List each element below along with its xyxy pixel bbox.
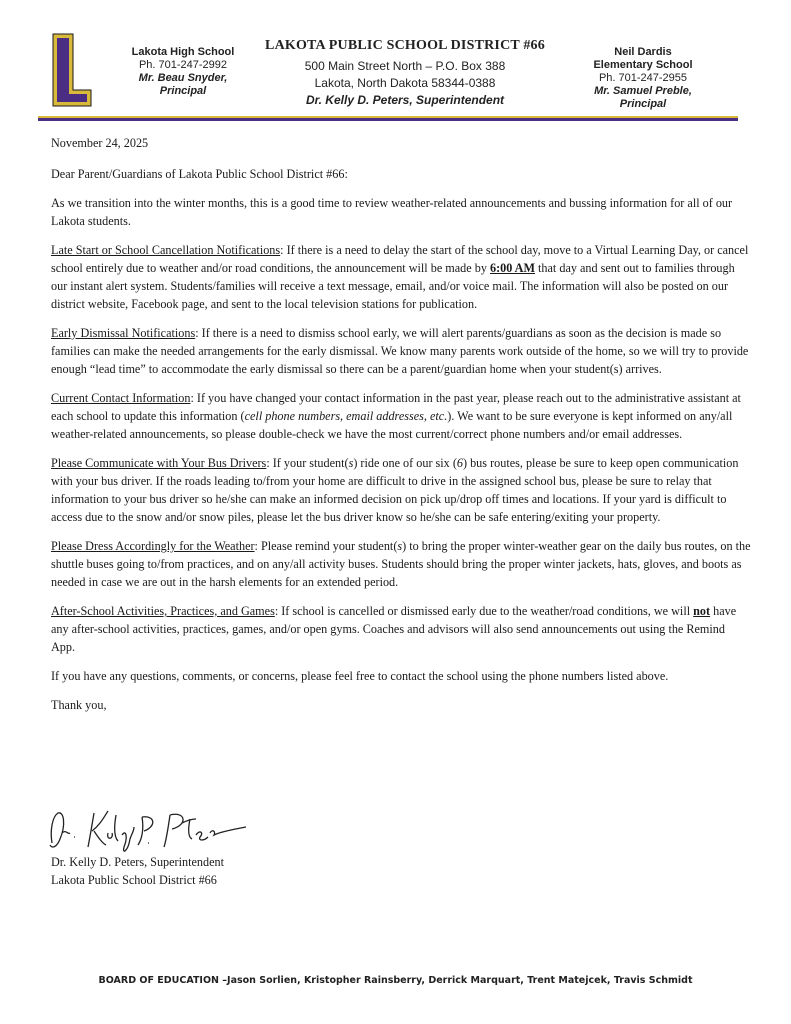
header-rule-purple <box>38 118 738 121</box>
elementary-name-line2: Elementary School <box>593 59 693 71</box>
elementary-name-line1: Neil Dardis <box>614 46 672 58</box>
bus-drivers-paragraph: Please Communicate with Your Bus Drivers: If your student(s) ride one of our six (6) bus routes, please be sure to keep open communication with your bus driver. If the roads leading to/from your home are difficult to drive in the assigned school bus, please be sure to relay that information to your bus driver so he/she can make an informed decision on pick up/drop off times and locations. If your yard is difficult to access due to the snow and/or snow piles, please let the bus driver know so he/she can be safe entering/exiting your property. <box>51 456 739 524</box>
late-start-heading: Late Start or School Cancellation Notifications <box>51 243 281 257</box>
elementary-school-info <box>583 46 703 111</box>
elementary-principal-title: Principal <box>619 98 667 110</box>
letter-body <box>51 134 751 725</box>
elementary-phone: Ph. 701-247-2955 <box>598 72 688 84</box>
bus-drivers-heading: Please Communicate with Your Bus Drivers <box>51 456 267 470</box>
district-info <box>250 38 560 109</box>
activities-heading: After-School Activities, Practices, and Games <box>51 604 275 618</box>
district-superintendent: Dr. Kelly D. Peters, Superintendent <box>305 93 505 107</box>
signature <box>46 803 256 859</box>
high-school-principal: Mr. Beau Snyder, <box>138 72 228 84</box>
district-street: 500 Main Street North – P.O. Box 388 <box>304 59 506 73</box>
contact-info-paragraph: Current Contact Information: If you have changed your contact information in the past year, please reach out to the administrative assistant at each school to update this information (cell phone numbers, email addresses, etc.). We want to be sure everyone is kept informed on any/all weather-related announcements, so please double-check we have the most current/correct phone numbers and/or email addresses. <box>51 391 741 441</box>
signature-text: Dr. Kelly D. Peters <box>46 803 54 804</box>
district-name: LAKOTA PUBLIC SCHOOL DISTRICT #66 <box>265 38 545 53</box>
not-emphasis: not <box>693 604 711 618</box>
early-dismissal-paragraph: Early Dismissal Notifications: If there is a need to dismiss school early, we will alert parents/guardians as soon as the decision is made so families can make the needed arrangements for the early dismissal. We know many parents work outside of the home, so we will try to provide enough “lead time” to accommodate the early dismissal so there can be a parent/guardian home when your student(s) arrives. <box>51 326 749 376</box>
salutation: Dear Parent/Guardians of Lakota Public School District #66: <box>51 167 348 181</box>
signer-block <box>51 853 224 889</box>
high-school-info <box>118 46 248 98</box>
high-school-name: Lakota High School <box>131 46 235 58</box>
closing: Thank you, <box>51 698 107 712</box>
activities-paragraph: After-School Activities, Practices, and Games: If school is cancelled or dismissed early due to the weather/road conditions, we will not have any after-school activities, practices, games, and/or open gyms. Coaches and advisors will also send announcements out using the Remind App. <box>51 604 737 654</box>
dress-heading: Please Dress Accordingly for the Weather <box>51 539 255 553</box>
signer-district: Lakota Public School District #66 <box>51 873 217 887</box>
board-of-education-footer: BOARD OF EDUCATION –Jason Sorlien, Kristopher Rainsberry, Derrick Marquart, Trent Matejcek, Travis Schmidt <box>98 975 693 986</box>
contact-info-heading: Current Contact Information <box>51 391 191 405</box>
intro-paragraph: As we transition into the winter months, this is a good time to review weather-related announcements and bussing information for all of our Lakota students. <box>51 196 733 228</box>
district-logo <box>52 33 92 107</box>
letter-date: November 24, 2025 <box>51 136 149 150</box>
high-school-principal-title: Principal <box>159 85 207 97</box>
dress-paragraph: Please Dress Accordingly for the Weather: Please remind your student(s) to bring the proper winter-weather gear on the daily bus routes, on the shuttle buses going to/from practices, and on any/all activity buses. Students should bring the proper winter jackets, hats, gloves, and boots as needed in case we are out in the harsh elements for an extended period. <box>51 539 751 589</box>
announcement-time: 6:00 AM <box>489 261 535 275</box>
district-city: Lakota, North Dakota 58344-0388 <box>314 76 496 90</box>
elementary-principal: Mr. Samuel Preble, <box>594 85 692 97</box>
late-start-paragraph: Late Start or School Cancellation Notifications: If there is a need to delay the start of the school day, move to a Virtual Learning Day, or cancel school entirely due to weather and/or road conditions, the announcement will be made by 6:00 AM that day and sent out to families through our instant alert system. Students/families will receive a text message, email, and/or voice mail. The information will also be posted on our district website, Facebook page, and sent to the local television stations for publication. <box>51 243 749 311</box>
signer-name-title: Dr. Kelly D. Peters, Superintendent <box>51 855 224 869</box>
early-dismissal-heading: Early Dismissal Notifications <box>51 326 196 340</box>
high-school-phone: Ph. 701-247-2992 <box>138 59 228 71</box>
closing-paragraph: If you have any questions, comments, or concerns, please feel free to contact the school using the phone numbers listed above. <box>51 669 669 683</box>
